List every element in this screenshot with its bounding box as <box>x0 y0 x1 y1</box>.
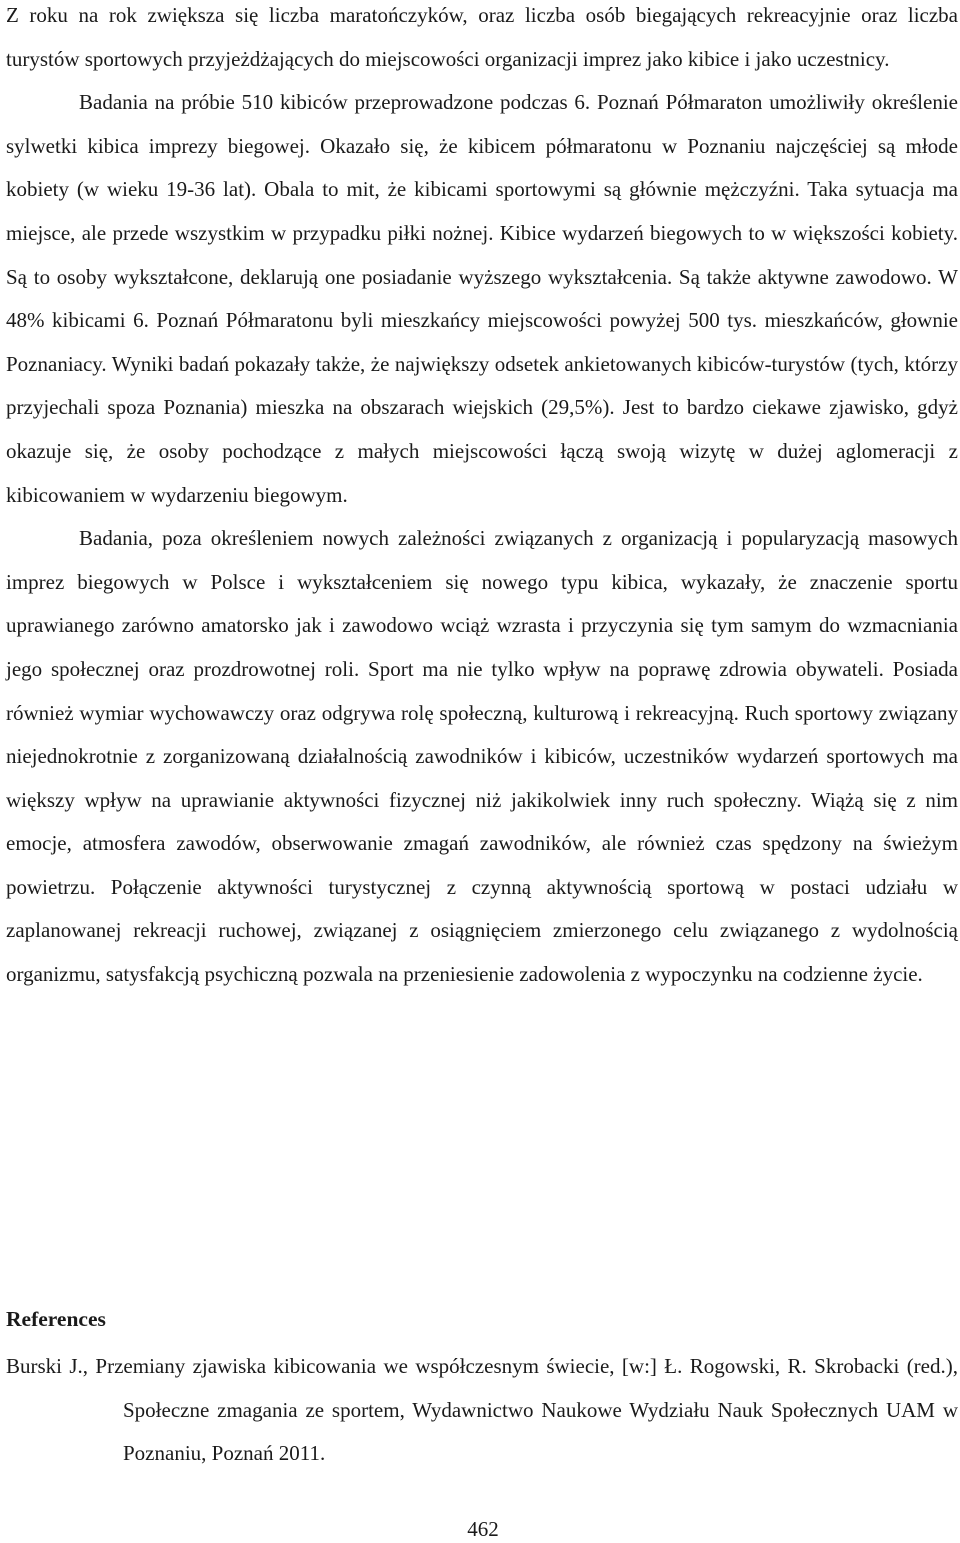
page-number: 462 <box>467 1517 499 1541</box>
paragraph-3: Badania, poza określeniem nowych zależności związanych z organizacją i popularyzacją masowych imprez biegowych w Polsce i wykształceniem się nowego typu kibica, wykazały, że znaczenie sportu uprawianego zarówno amatorsko jak i zawodowo wciąż wzrasta i przyczynia się tym samym do wzmacniania jego społecznej oraz prozdrowotnej roli. Sport ma nie tylko wpływ na poprawę zdrowia obywateli. Posiada również wymiar wychowawczy oraz odgrywa rolę społeczną, kulturową i rekreacyjną. Ruch sportowy związany niejednokrotnie z zorganizowaną działalnością zawodników i kibiców, uczestników wydarzeń sportowych ma większy wpływ na uprawianie aktywności fizycznej niż jakikolwiek inny ruch społeczny. Wiążą się z nim emocje, atmosfera zawodów, obserwowanie zmagań zawodników, ale również czas spędzony na świeżym powietrzu. Połączenie aktywności turystycznej z czynną aktywnością sportową w postaci udziału w zaplanowanej rekreacji ruchowej, związanej z osiągnięciem zmierzonego celu związanego z wydolnością organizmu, satysfakcją psychiczną pozwala na przeniesienie zadowolenia z wypoczynku na codzienne życie. <box>6 526 958 987</box>
body-text <box>6 0 958 997</box>
paragraph-2: Badania na próbie 510 kibiców przeprowadzone podczas 6. Poznań Półmaraton umożliwiły określenie sylwetki kibica imprezy biegowej. Okazało się, że kibicem półmaratonu w Poznaniu najczęściej są młode kobiety (w wieku 19-36 lat). Obala to mit, że kibicami sportowymi są głównie mężczyźni. Taka sytuacja ma miejsce, ale przede wszystkim w przypadku piłki nożnej. Kibice wydarzeń biegowych to w większości kobiety. Są to osoby wykształcone, deklarują one posiadanie wyższego wykształcenia. Są także aktywne zawodowo. W 48% kibicami 6. Poznań Półmaratonu byli mieszkańcy miejscowości powyżej 500 tys. mieszkańców, głownie Poznaniacy. Wyniki badań pokazały także, że największy odsetek ankietowanych kibiców-turystów (tych, którzy przyjechali spoza Poznania) mieszka na obszarach wiejskich (29,5%). Jest to bardzo ciekawe zjawisko, gdyż okazuje się, że osoby pochodzące z małych miejscowości łączą swoją wizytę w dużej aglomeracji z kibicowaniem w wydarzeniu biegowym. <box>6 90 958 507</box>
paragraph-1: Z roku na rok zwiększa się liczba maratończyków, oraz liczba osób biegających rekreacyjnie oraz liczba turystów sportowych przyjeżdżających do miejscowości organizacji imprez jako kibice i jako uczestnicy. <box>6 3 958 71</box>
references-heading: References <box>6 1307 106 1331</box>
reference-entry: Burski J., Przemiany zjawiska kibicowania we współczesnym świecie, [w:] Ł. Rogowski, R. Skrobacki (red.), Społeczne zmagania ze sportem, Wydawnictwo Naukowe Wydziału Nauk Społecznych UAM w Poznaniu, Poznań 2011. <box>6 1354 958 1466</box>
